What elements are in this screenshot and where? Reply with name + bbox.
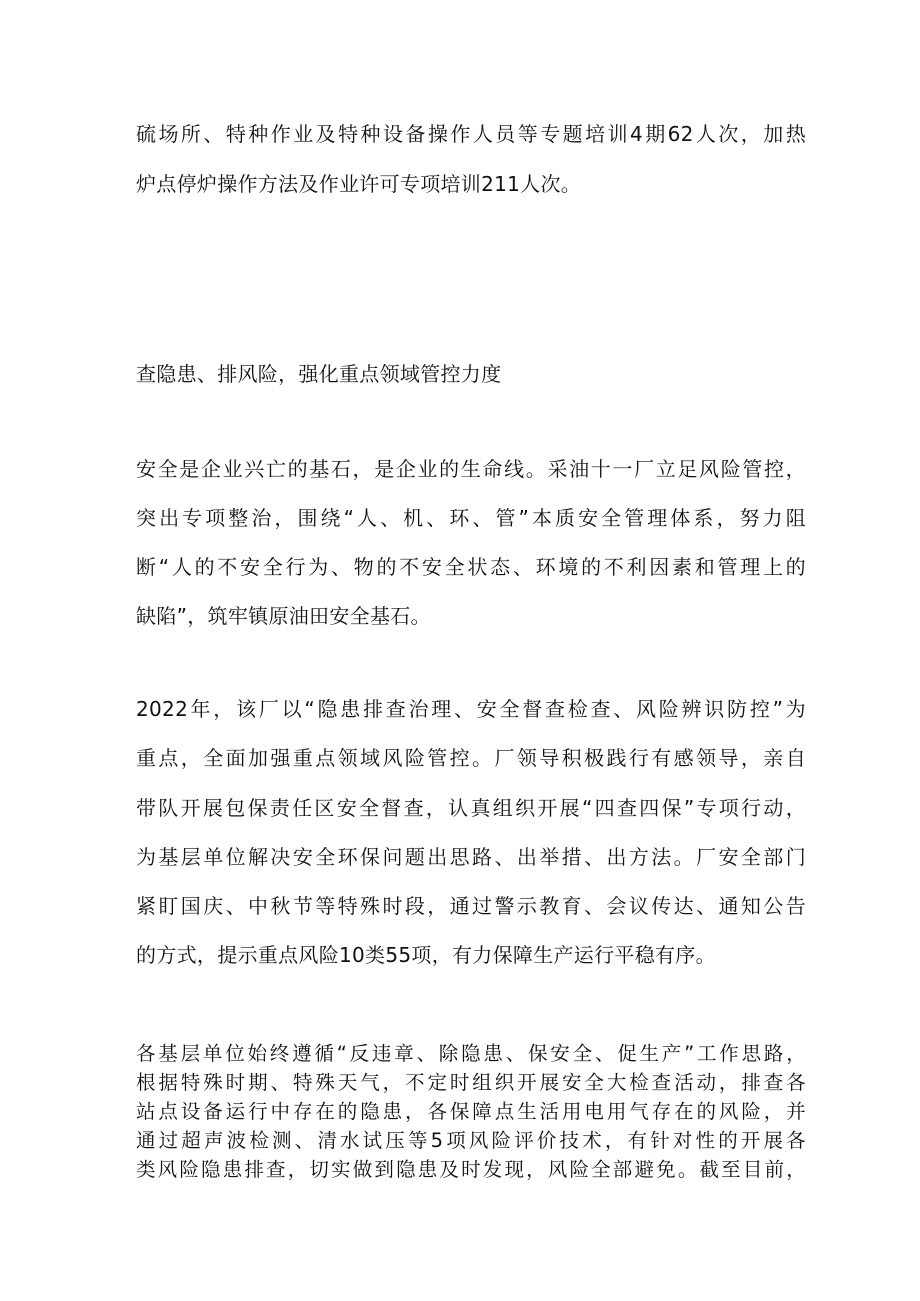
text-line: 为基层单位解决安全环保问题出思路、出举措、出方法。厂安全部门 (136, 845, 806, 869)
text-line: 的方式，提示重点风险10类55项，有力保障生产运行平稳有序。 (136, 943, 716, 967)
text-line: 重点，全面加强重点领域风险管控。厂领导积极践行有感领导，亲自 (136, 746, 806, 770)
section-heading-text: 查隐患、排风险，强化重点领域管控力度 (136, 362, 502, 386)
text-line: 安全是企业兴亡的基石，是企业的生命线。采油十一厂立足风险管控， (136, 457, 806, 481)
text-line: 炉点停炉操作方法及作业许可专项培训211人次。 (136, 172, 582, 196)
text-line: 根据特殊时期、特殊天气，不定时组织开展安全大检查活动，排查各 (136, 1071, 806, 1094)
text-line: 紧盯国庆、中秋节等特殊时段，通过警示教育、会议传达、通知公告 (136, 894, 806, 918)
text-line: 站点设备运行中存在的隐患，各保障点生活用电用气存在的风险，并 (136, 1100, 806, 1123)
text-line: 带队开展包保责任区安全督查，认真组织开展“四查四保”专项行动， (136, 796, 806, 820)
text-line: 通过超声波检测、清水试压等5项风险评价技术，有针对性的开展各 (136, 1129, 806, 1152)
text-line: 类风险隐患排查，切实做到隐患及时发现，风险全部避免。截至目前， (136, 1158, 806, 1181)
text-line: 突出专项整治，围绕“人、机、环、管”本质安全管理体系，努力阻 (136, 506, 806, 530)
text-line: 断“人的不安全行为、物的不安全状态、环境的不利因素和管理上的 (136, 555, 806, 579)
text-line: 缺陷”，筑牢镇原油田安全基石。 (136, 604, 431, 628)
text-line: 2022年，该厂以“隐患排查治理、安全督查检查、风险辨识防控”为 (136, 697, 806, 721)
text-line: 硫场所、特种作业及特种设备操作人员等专题培训4期62人次，加热 (136, 122, 806, 146)
text-line: 各基层单位始终遵循“反违章、除隐患、保安全、促生产”工作思路， (136, 1042, 806, 1065)
